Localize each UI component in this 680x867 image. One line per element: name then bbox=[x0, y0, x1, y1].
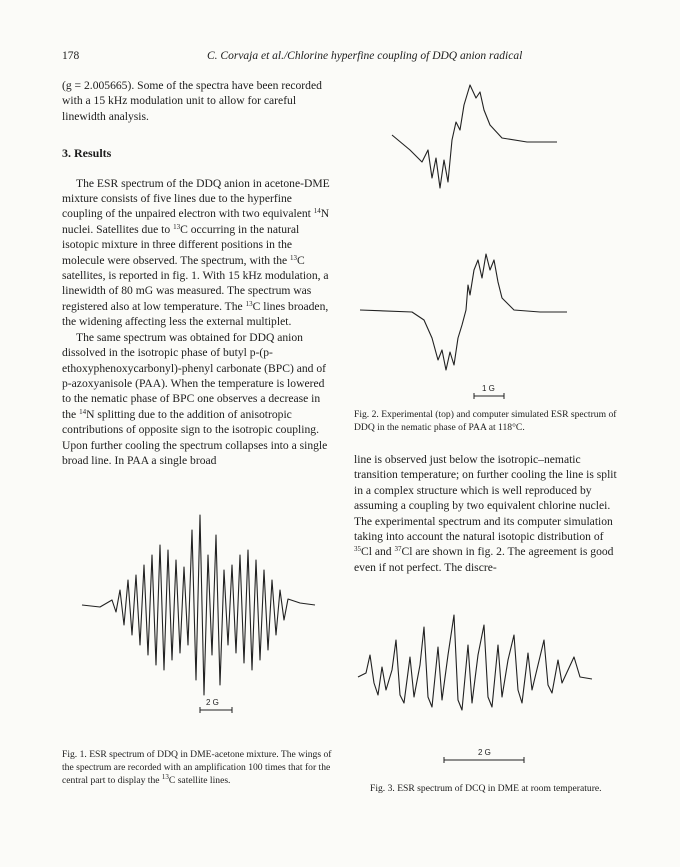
fig2-simulated-trace bbox=[360, 254, 567, 370]
figure-1-caption: Fig. 1. ESR spectrum of DDQ in DME-acetone mixture. The wings of the spectrum are recorded with an amplification 100 times that for the central part to display the $^{13}$C satellite lines. bbox=[62, 749, 332, 786]
fig3-scale-label: 2 G bbox=[478, 748, 491, 757]
left-column-text bbox=[62, 78, 330, 468]
right-column-text bbox=[354, 452, 624, 575]
figure-2-spectrum bbox=[352, 70, 602, 415]
figure-3-caption: Fig. 3. ESR spectrum of DCQ in DME at room temperature. bbox=[370, 783, 602, 794]
figure-1-spectrum bbox=[60, 495, 345, 735]
figure-3-spectrum bbox=[352, 585, 622, 780]
figure-2-caption: Fig. 2. Experimental (top) and computer simulated ESR spectrum of DDQ in the nematic phase of PAA at 118°C. bbox=[354, 409, 617, 433]
page-number: 178 bbox=[62, 50, 80, 62]
fig1-scale-label: 2 G bbox=[206, 698, 219, 707]
paragraph-right: line is observed just below the isotropic–nematic transition temperature; on further cooling the line is split in a complex structure which is well reproduced by assuming a coupling by two equivalent chlorine nuclei. The experimental spectrum and its computer simulation taking into account the natural isotopic distribution of $^{35}$Cl and $^{37}$Cl are shown in fig. 2. The agreement is good even if not perfect. The discre- bbox=[354, 453, 617, 574]
fig2-experimental-trace bbox=[392, 85, 557, 188]
paragraph-results-1: The ESR spectrum of the DDQ anion in acetone-DME mixture consists of five lines due to the hyperfine coupling of the unpaired electron with two equivalent $^{14}$N nuclei. Satellites due to $^{13}$C occurring in the natural isotopic mixture in three different positions in the molecule were observed. The spectrum, with the $^{13}$C satellites, is reported in fig. 1. With 15 kHz modulation, a linewidth of 80 mG was measured. The spectrum was registered also at low temperature. The $^{13}$C lines broaden, the widening affecting less the external multiplet. bbox=[62, 176, 330, 329]
paragraph-results-2: The same spectrum was obtained for DDQ anion dissolved in the isotropic phase of butyl p-(p-ethoxyphenoxycarbonyl)-phenyl carbonate (BPC) and of p-azoxyanisole (PAA). When the temperature is lowered to the nematic phase of BPC one observes a decrease in the $^{14}$N splitting due to the addition of anisotropic contributions of opposite sign to the isotropic coupling. Upon further cooling the spectrum collapses into a single broad line. In PAA a single broad bbox=[62, 330, 328, 467]
paragraph-intro: (g = 2.005665). Some of the spectra have been recorded with a 15 kHz modulation unit to allow for careful linewidth analysis. bbox=[62, 79, 322, 123]
fig3-trace bbox=[358, 615, 592, 710]
section-heading: 3. Results bbox=[62, 146, 112, 161]
running-title: C. Corvaja et al./Chlorine hyperfine coupling of DDQ anion radical bbox=[207, 50, 523, 62]
fig2-scale-label: 1 G bbox=[482, 384, 495, 393]
fig1-trace bbox=[82, 515, 315, 695]
